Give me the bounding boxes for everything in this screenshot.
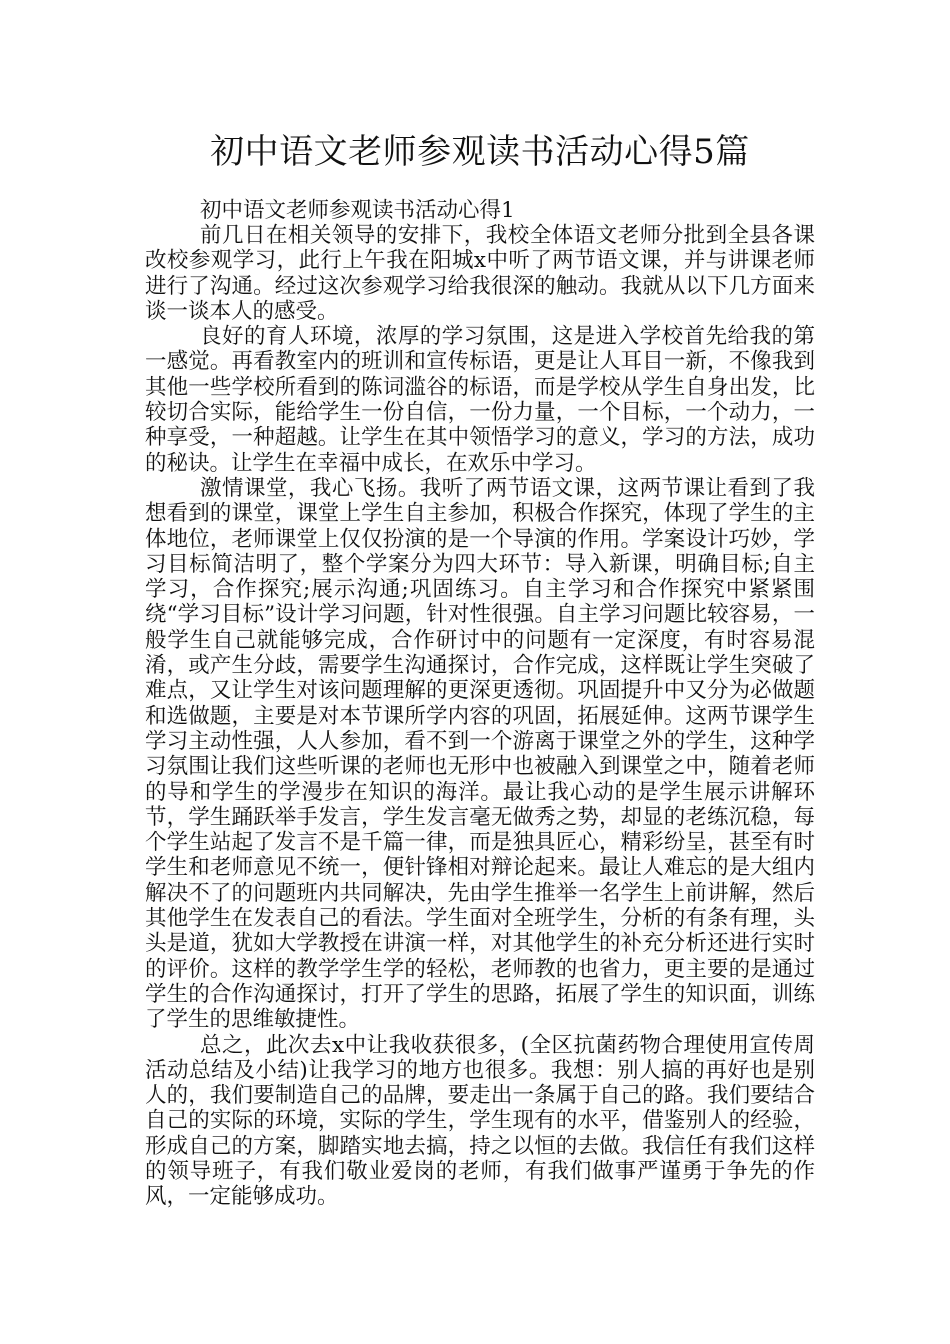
- section-heading: 初中语文老师参观读书活动心得1: [200, 198, 515, 223]
- document-page: [145, 128, 815, 1210]
- paragraph-2: 良好的育人环境，浓厚的学习氛围，这是进入学校首先给我的第一感觉。再看教室内的班训和宣传标语，更是让人耳目一新，不像我到其他一些学校所看到的陈词滥谷的标语，而是学校从学生自身出发，比较切合实际，能给学生一份自信，一份力量，一个目标，一个动力，一种享受，一种超越。让学生在其中领悟学习的意义，学习的方法，成功的秘诀。让学生在幸福中成长，在欢乐中学习。: [145, 324, 815, 476]
- paragraph-4: 总之，此次去x中让我收获很多，(全区抗菌药物合理使用宣传周活动总结及小结)让我学习的地方也很多。我想：别人搞的再好也是别人的，我们要制造自己的品牌，要走出一条属于自己的路。我们要结合自己的实际的环境，实际的学生，学生现有的水平，借鉴别人的经验，形成自己的方案，脚踏实地去搞，持之以恒的去做。我信任有我们这样的领导班子，有我们敬业爱岗的老师，有我们做事严谨勇于争先的作风，一定能够成功。: [145, 1032, 815, 1210]
- document-title: 初中语文老师参观读书活动心得5篇: [210, 132, 750, 172]
- paragraph-1: 前几日在相关领导的安排下，我校全体语文老师分批到全县各课改校参观学习，此行上午我在阳城x中听了两节语文课，并与讲课老师进行了沟通。经过这次参观学习给我很深的触动。我就从以下几方面来谈一谈本人的感受。: [145, 223, 815, 324]
- paragraph-3: 激情课堂，我心飞扬。我听了两节语文课，这两节课让看到了我想看到的课堂，课堂上学生自主参加，积极合作探究，体现了学生的主体地位，老师课堂上仅仅扮演的是一个导演的作用。学案设计巧妙，学习目标简洁明了，整个学案分为四大环节：导入新课，明确目标;自主学习，合作探究;展示沟通;巩固练习。自主学习和合作探究中紧紧围绕“学习目标”设计学习问题，针对性很强。自主学习问题比较容易，一般学生自己就能够完成，合作研讨中的问题有一定深度，有时容易混淆，或产生分歧，需要学生沟通探讨，合作完成，这样既让学生突破了难点，又让学生对该问题理解的更深更透彻。巩固提升中又分为必做题和选做题，主要是对本节课所学内容的巩固，拓展延伸。这两节课学生学习主动性强，人人参加，看不到一个游离于课堂之外的学生，这种学习氛围让我们这些听课的老师也无形中也被融入到课堂之中，随着老师的导和学生的学漫步在知识的海洋。最让我心动的是学生展示讲解环节，学生踊跃举手发言，学生发言毫无做秀之势，却显的老练沉稳，每个学生站起了发言不是千篇一律，而是独具匠心，精彩纷呈，甚至有时学生和老师意见不统一，便针锋相对辩论起来。最让人难忘的是大组内解决不了的问题班内共同解决，先由学生推举一名学生上前讲解，然后其他学生在发表自己的看法。学生面对全班学生，分析的有条有理，头头是道，犹如大学教授在讲演一样，对其他学生的补充分析还进行实时的评价。这样的教学学生学的轻松，老师教的也省力，更主要的是通过学生的合作沟通探讨，打开了学生的思路，拓展了学生的知识面，训练了学生的思维敏捷性。: [145, 475, 815, 1033]
